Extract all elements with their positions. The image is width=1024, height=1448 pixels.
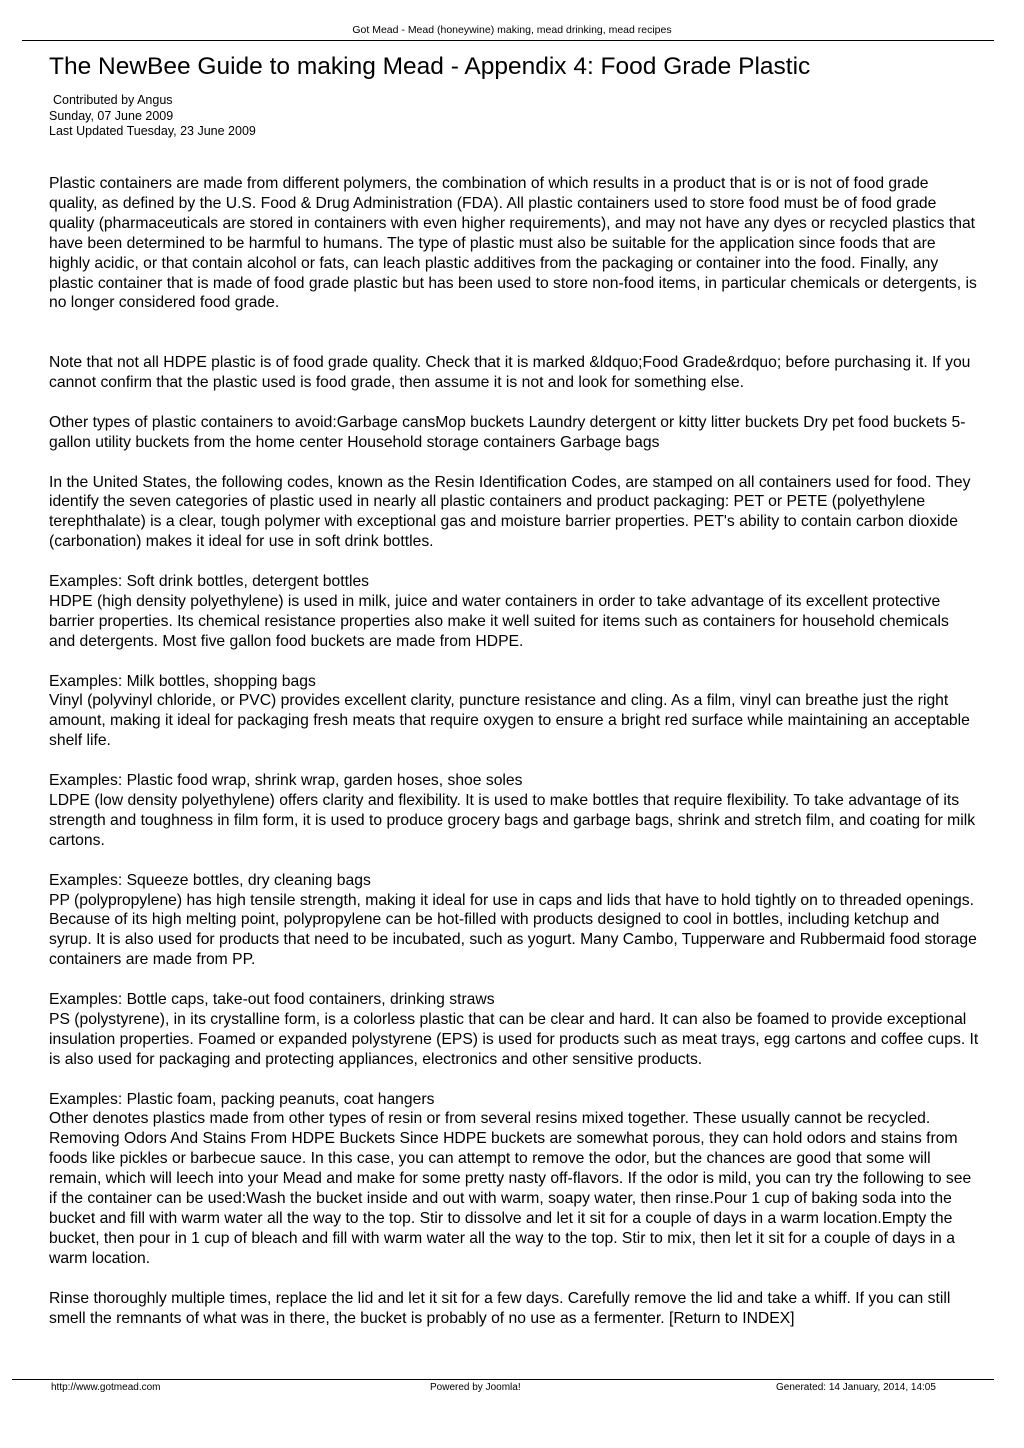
examples-pet: Examples: Soft drink bottles, detergent bottles: [49, 573, 370, 591]
paragraph-ps: PS (polystyrene), in its crystalline form, is a colorless plastic that can be clear and hard. It can also be foamed to provide exceptional insulation properties. Foamed or expanded polystyrene (EPS) is used for products such as meat trays, egg cartons and coffee cups. It is also used for packaging and protecting appliances, electronics and other sensitive products.: [49, 1010, 979, 1068]
paragraph-pp: PP (polypropylene) has high tensile strength, making it ideal for use in caps and lids that have to hold tightly on to threaded openings. Because of its high melting point, polypropylene can be hot-filled with products designed to cool in bottles, including ketchup and syrup. It is also used for products that need to be incubated, such as yogurt. Many Cambo, Tupperware and Rubbermaid food storage containers are made from PP.: [49, 891, 977, 969]
page-header: Got Mead - Mead (honeywine) making, mead drinking, mead recipes: [352, 24, 672, 36]
footer-divider: [12, 1379, 994, 1380]
paragraph-rinse: Rinse thoroughly multiple times, replace the lid and let it sit for a few days. Carefully remove the lid and take a whiff. If you can still smell the remnants of what was in there, the bucket is probably of no use as a fermenter. [Return to INDEX]: [49, 1289, 951, 1327]
paragraph-hdpe-note: Note that not all HDPE plastic is of food grade quality. Check that it is marked &ldquo;Food Grade&rdquo; before purchasing it. If you cannot confirm that the plastic used is food grade, then assume it is not and look for something else.: [49, 354, 971, 392]
article-meta: [49, 93, 256, 140]
footer-generated: Generated: 14 January, 2014, 14:05: [776, 1382, 936, 1393]
examples-pp: Examples: Bottle caps, take-out food containers, drinking straws: [49, 991, 495, 1009]
paragraph-other-and-cleaning: Other denotes plastics made from other types of resin or from several resins mixed together. These usually cannot be recycled. Removing Odors And Stains From HDPE Buckets Since HDPE buckets are somewhat porous, they can hold odors and stains from foods like pickles or barbecue sauce. In this case, you can attempt to remove the odor, but the chances are good that some will remain, which will leech into your Mead and make for some pretty nasty off-flavors. If the odor is mild, you can try the following to see if the container can be used:Wash the bucket inside and out with warm, soapy water, then rinse.Pour 1 cup of baking soda into the bucket and fill with warm water all the way to the top. Stir to dissolve and let it sit for a couple of days in a warm location.Empty the bucket, then pour in 1 cup of bleach and fill with warm water all the way to the top. Stir to mix, then let it sit for a couple of days in a warm location.: [49, 1110, 972, 1267]
paragraph-resin-codes: In the United States, the following codes, known as the Resin Identification Codes, are stamped on all containers used for food. They identify the seven categories of plastic used in nearly all plastic containers and product packaging: PET or PETE (polyethylene terephthalate) is a clear, tough polymer with exceptional gas and moisture barrier properties. PET's ability to contain carbon dioxide (carbonation) makes it ideal for use in soft drink bottles.: [49, 473, 971, 551]
publish-date: Sunday, 07 June 2009: [49, 108, 174, 123]
paragraph-avoid-list: Other types of plastic containers to avoid:Garbage cansMop buckets Laundry detergent or kitty litter buckets Dry pet food buckets 5-gallon utility buckets from the home center Household storage containers Garbage bags: [49, 413, 966, 451]
article-title: The NewBee Guide to making Mead - Appendix 4: Food Grade Plastic: [49, 53, 811, 80]
examples-hdpe: Examples: Milk bottles, shopping bags: [49, 672, 316, 690]
article-body: [49, 174, 979, 1328]
last-updated: Last Updated Tuesday, 23 June 2009: [49, 124, 256, 138]
examples-ps: Examples: Plastic foam, packing peanuts, coat hangers: [49, 1090, 435, 1108]
paragraph-ldpe: LDPE (low density polyethylene) offers clarity and flexibility. It is used to make bottles that require flexibility. To take advantage of its strength and toughness in film form, it is used to produce grocery bags and garbage bags, shrink and stretch film, and coating for milk cartons.: [49, 792, 976, 849]
footer-powered-by: Powered by Joomla!: [430, 1382, 521, 1393]
footer-url: http://www.gotmead.com: [51, 1382, 161, 1393]
examples-pvc: Examples: Plastic food wrap, shrink wrap, garden hoses, shoe soles: [49, 772, 523, 790]
author-line: Contributed by Angus: [53, 93, 173, 107]
examples-ldpe: Examples: Squeeze bottles, dry cleaning bags: [49, 871, 371, 889]
paragraph-pvc: Vinyl (polyvinyl chloride, or PVC) provides excellent clarity, puncture resistance and cling. As a film, vinyl can breathe just the right amount, making it ideal for packaging fresh meats that require oxygen to ensure a bright red surface while maintaining an acceptable shelf life.: [49, 692, 970, 750]
paragraph-intro: Plastic containers are made from different polymers, the combination of which results in a product that is or is not of food grade quality, as defined by the U.S. Food & Drug Administration (FDA). All plastic containers used to store food must be of food grade quality (pharmaceuticals are stored in containers with even higher requirements), and may not have any dyes or recycled plastics that have been determined to be harmful to humans. The type of plastic must also be suitable for the application since foods that are highly acidic, or that contain alcohol or fats, can leach plastic additives from the packaging or container into the food. Finally, any plastic container that is made of food grade plastic but has been used to store non-food items, in particular chemicals or detergents, is no longer considered food grade.: [49, 175, 977, 312]
header-divider: [22, 40, 994, 41]
paragraph-hdpe: HDPE (high density polyethylene) is used in milk, juice and water containers in order to take advantage of its excellent protective barrier properties. Its chemical resistance properties also make it well suited for items such as containers for household chemicals and detergents. Most five gallon food buckets are made from HDPE.: [49, 592, 949, 650]
